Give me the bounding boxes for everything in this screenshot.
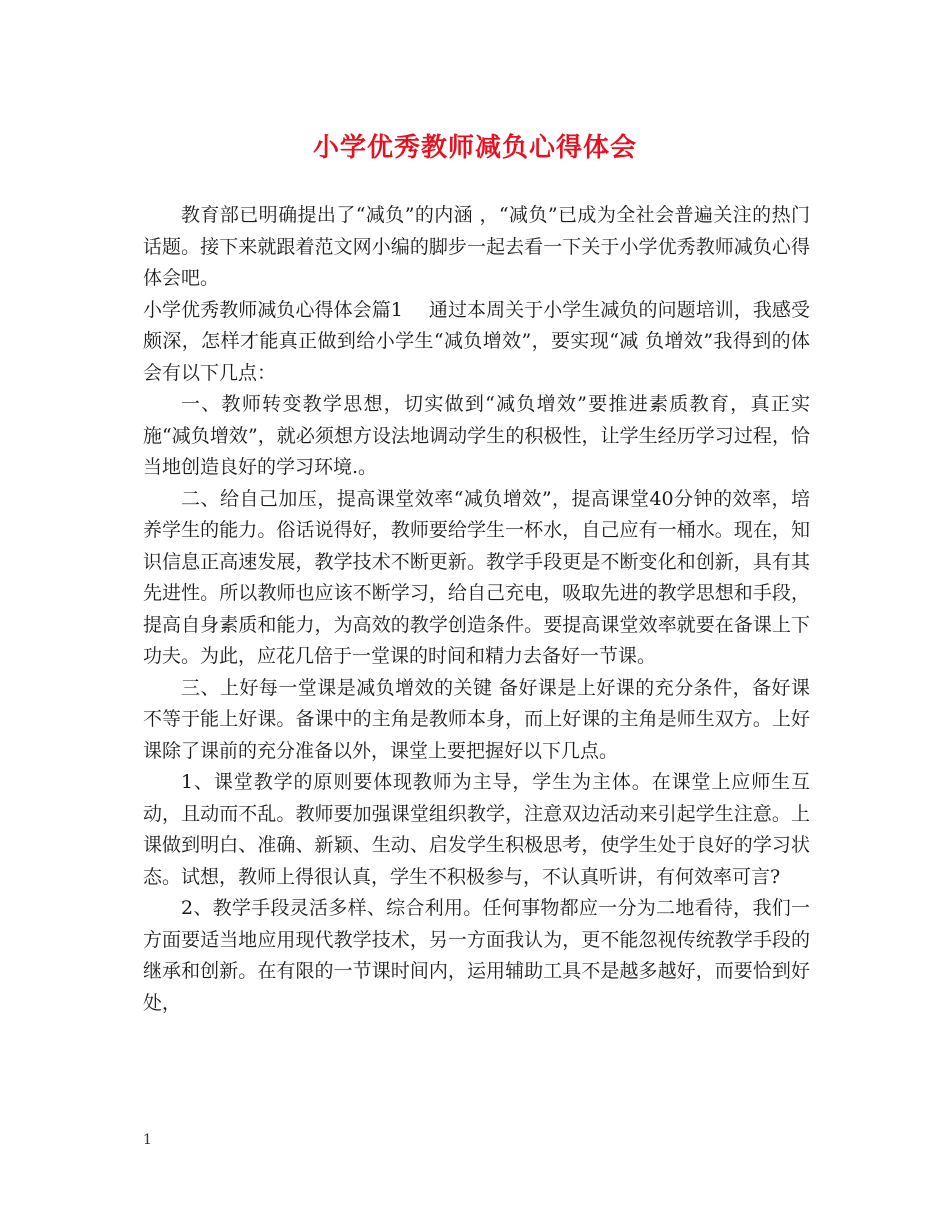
intro-paragraph: 教育部已明确提出了“减负”的内涵 ，“减负”已成为全社会普遍关注的热门话题。接下来就跟着范文网小编的脚步一起去看一下关于小学优秀教师减负心得体会吧。 [143, 204, 810, 289]
point-one-paragraph: 一、教师转变教学思想，切实做到“减负增效”要推进素质教育，真正实施“减负增效”，就必须想方设法地调动学生的积极性，让学生经历学习过程，恰当地创造良好的学习环境.。 [143, 393, 810, 478]
section-1-text: 通过本周关于小学生减负的问题培训，我感受颇深，怎样才能真正做到给小学生“减负增效”，要实现“减 负增效”我得到的体会有以下几点： [143, 298, 810, 384]
point-three-paragraph: 三、上好每一堂课是减负增效的关键 备好课是上好课的充分条件，备好课不等于能上好课。备课中的主角是教师本身，而上好课的主角是师生双方。上好课除了课前的充分准备以外，课堂上要把握好以下几点。 [143, 676, 810, 762]
section-1-heading: 小学优秀教师减负心得体会篇1 [143, 298, 403, 321]
point-two-paragraph: 二、给自己加压，提高课堂效率“减负增效”，提高课堂40分钟的效率，培养学生的能力。俗话说得好，教师要给学生一杯水，自己应有一桶水。现在，知识信息正高速发展，教学技术不断更新。教学手段更是不断变化和创新，具有其先进性。所以教师也应该不断学习，给自己充电，吸取先进的教学思想和手段，提高自身素质和能力，为高效的教学创造条件。要提高课堂效率就要在备课上下功夫。为此，应花几倍于一堂课的时间和精力去备好一节课。 [143, 487, 810, 667]
page-number: 1 [143, 1132, 152, 1148]
document-body [143, 200, 810, 1019]
document-title: 小学优秀教师减负心得体会 [312, 133, 637, 163]
section-1-paragraph [143, 295, 810, 390]
subpoint-two-paragraph: 2、教学手段灵活多样、综合利用。任何事物都应一分为二地看待，我们一方面要适当地应用现代教学技术，另一方面我认为，更不能忽视传统教学手段的继承和创新。在有限的一节课时间内，运用辅助工具不是越多越好，而要恰到好处， [143, 897, 810, 1014]
subpoint-one-paragraph: 1、课堂教学的原则要体现教师为主导，学生为主体。在课堂上应师生互动，且动而不乱。教师要加强课堂组织教学，注意双边活动来引起学生注意。上课做到明白、准确、新颖、生动、启发学生积极思考，使学生处于良好的学习状态。试想，教师上得很认真，学生不积极参与，不认真听讲，有何效率可言? [143, 771, 810, 888]
